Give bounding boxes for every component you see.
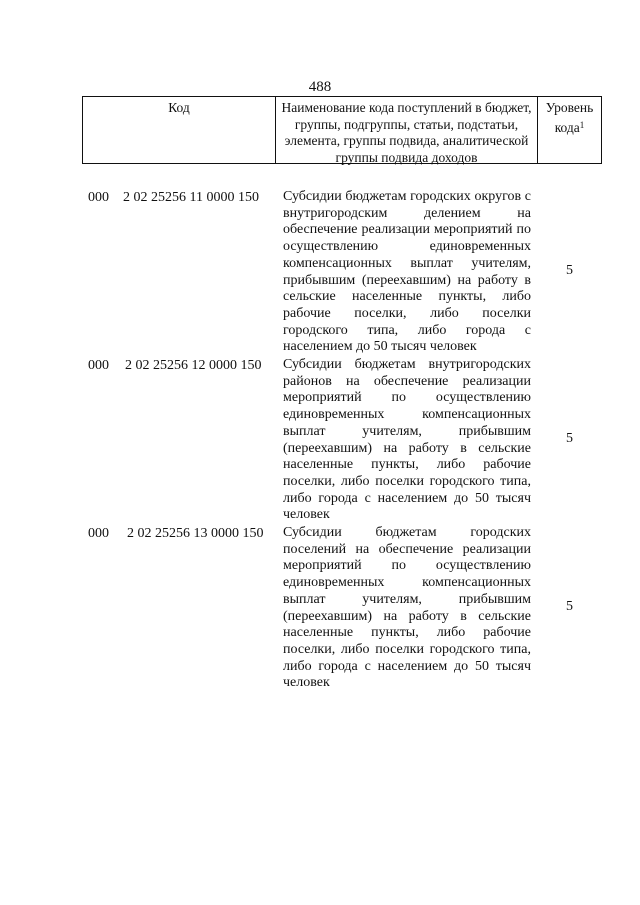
row-description: Субсидии бюджетам городских поселений на обеспечение реализации мероприятий по осуществлению единовременных компенсационных выплат учителям, прибывшим (переехавшим) на работу в сельские населенные пункты, либо рабочие поселки, либо поселки городского типа, либо города с населением до 50 тысяч человек [283, 525, 531, 691]
row-code: 2 02 25256 12 0000 150 [125, 358, 262, 373]
row-prefix: 000 [88, 358, 109, 373]
header-level-label: Уровень кода [545, 100, 594, 135]
header-level-footnote: 1 [579, 119, 585, 130]
row-code: 2 02 25256 11 0000 150 [123, 190, 259, 205]
page-number: 488 [308, 79, 332, 95]
row-prefix: 000 [88, 190, 109, 205]
table-header [82, 96, 602, 164]
row-prefix: 000 [88, 526, 109, 541]
row-code: 2 02 25256 13 0000 150 [127, 526, 264, 541]
row-description: Субсидии бюджетам городских округов с внутригородским делением на обеспечение реализации мероприятий по осуществлению единовременных компенсационных выплат учителям, прибывшим (переехавшим) на работу в сельские населенные пункты, либо рабочие поселки, либо поселки городского типа, либо города с населением до 50 тысяч человек [283, 189, 531, 355]
row-level: 5 [566, 431, 573, 446]
row-level: 5 [566, 599, 573, 614]
row-description: Субсидии бюджетам внутригородских районов на обеспечение реализации мероприятий по осуществлению единовременных компенсационных выплат учителям, прибывшим (переехавшим) на работу в сельские населенные пункты, либо рабочие поселки, либо поселки городского типа, либо города с населением до 50 тысяч человек [283, 357, 531, 523]
row-level: 5 [566, 263, 573, 278]
header-code: Код [83, 97, 276, 163]
header-level [538, 97, 601, 163]
header-name: Наименование кода поступлений в бюджет, группы, подгруппы, статьи, подстатьи, элемента, группы подвида, аналитической группы подвида доходов [276, 97, 538, 163]
